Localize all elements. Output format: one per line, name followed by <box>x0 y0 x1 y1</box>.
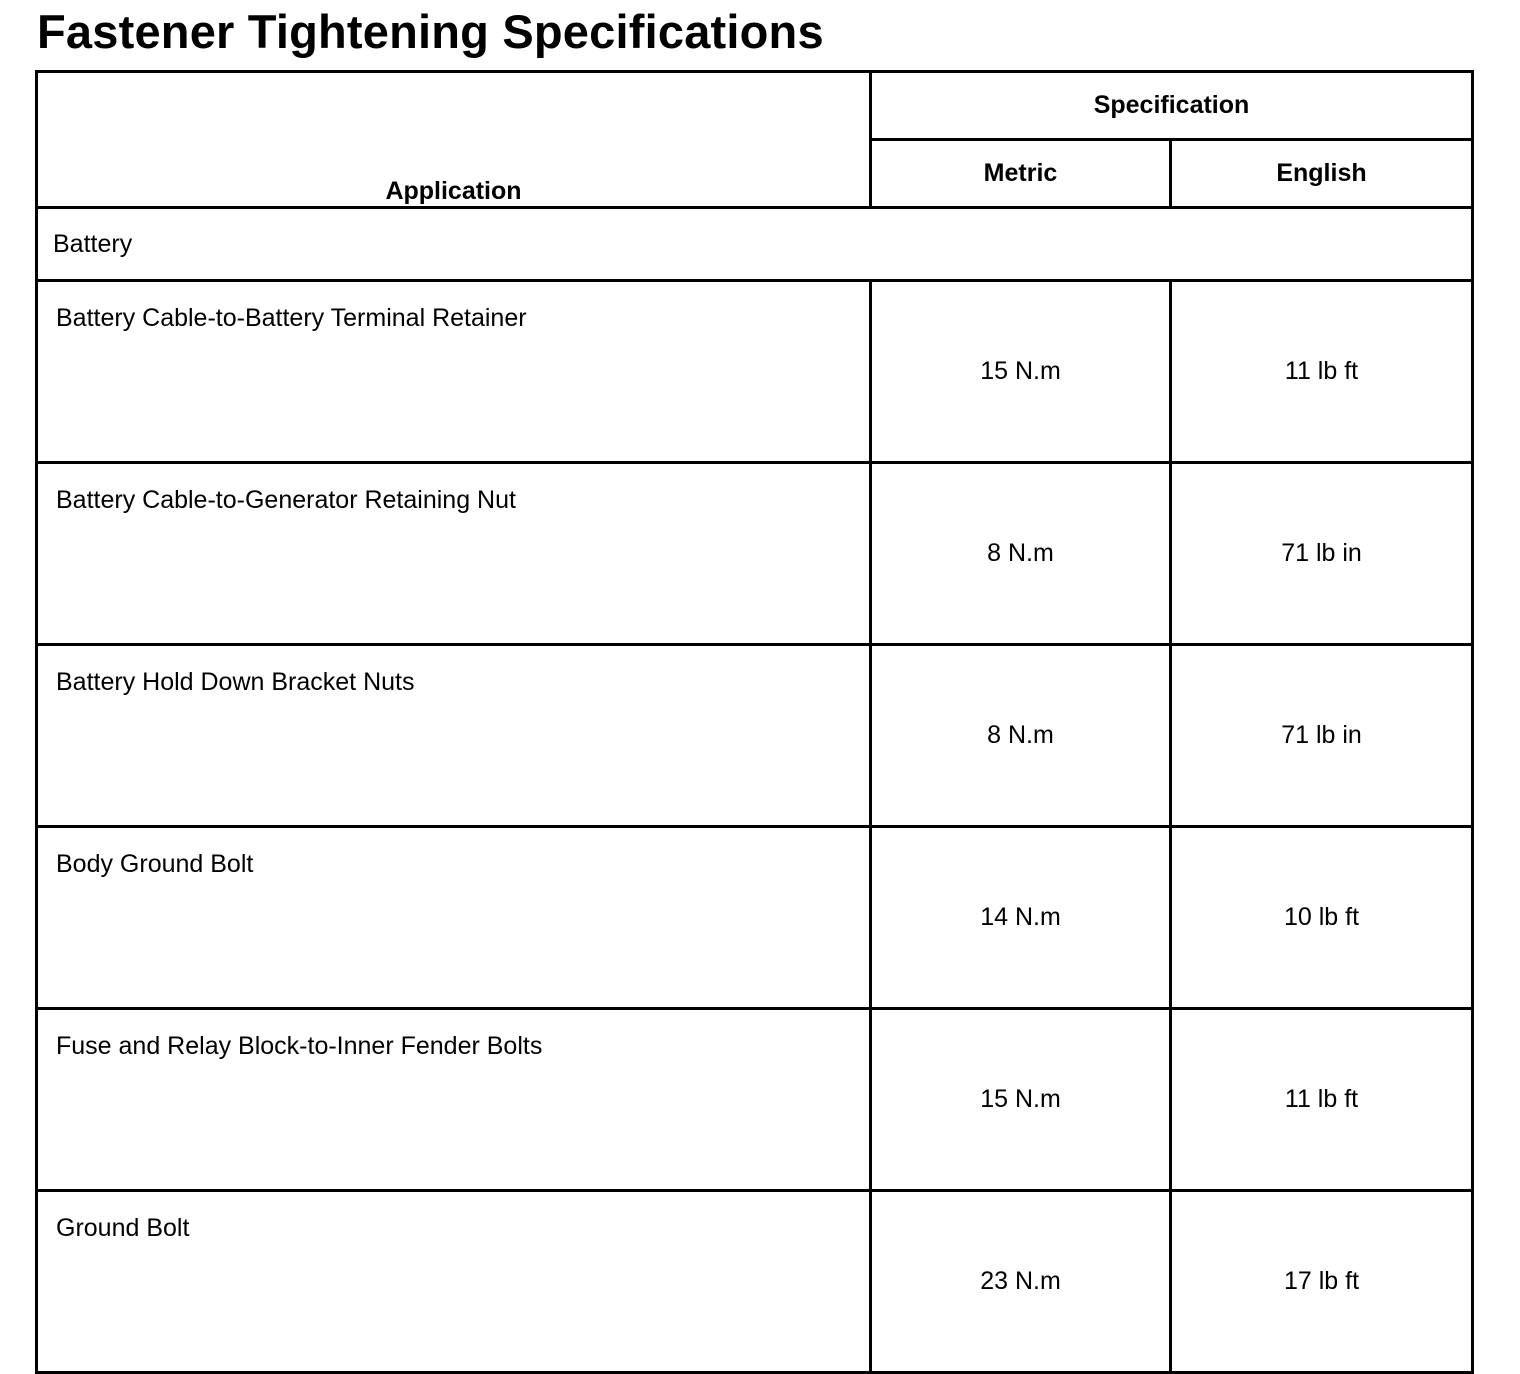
application-cell: Battery Hold Down Bracket Nuts <box>37 645 871 827</box>
fastener-spec-table <box>35 70 1474 1374</box>
english-cell: 11 lb ft <box>1171 1009 1473 1191</box>
column-header-metric: Metric <box>871 140 1171 208</box>
english-cell: 10 lb ft <box>1171 827 1473 1009</box>
column-header-application: Application <box>37 72 871 208</box>
table-row <box>37 827 1473 1009</box>
english-cell: 17 lb ft <box>1171 1191 1473 1373</box>
header-row-top <box>37 72 1473 140</box>
section-row-battery <box>37 208 1473 281</box>
table-row <box>37 645 1473 827</box>
application-cell: Fuse and Relay Block-to-Inner Fender Bolts <box>37 1009 871 1191</box>
column-header-specification: Specification <box>871 72 1473 140</box>
metric-cell: 15 N.m <box>871 281 1171 463</box>
english-cell: 71 lb in <box>1171 463 1473 645</box>
page-title: Fastener Tightening Specifications <box>37 5 824 58</box>
english-cell: 71 lb in <box>1171 645 1473 827</box>
table-row <box>37 1009 1473 1191</box>
metric-cell: 15 N.m <box>871 1009 1171 1191</box>
table-row <box>37 463 1473 645</box>
column-header-english: English <box>1171 140 1473 208</box>
table-row <box>37 1191 1473 1373</box>
application-cell: Battery Cable-to-Generator Retaining Nut <box>37 463 871 645</box>
table-row <box>37 281 1473 463</box>
application-cell: Body Ground Bolt <box>37 827 871 1009</box>
application-cell: Battery Cable-to-Battery Terminal Retainer <box>37 281 871 463</box>
metric-cell: 14 N.m <box>871 827 1171 1009</box>
metric-cell: 8 N.m <box>871 463 1171 645</box>
english-cell: 11 lb ft <box>1171 281 1473 463</box>
metric-cell: 8 N.m <box>871 645 1171 827</box>
section-label: Battery <box>37 208 1473 281</box>
metric-cell: 23 N.m <box>871 1191 1171 1373</box>
application-cell: Ground Bolt <box>37 1191 871 1373</box>
